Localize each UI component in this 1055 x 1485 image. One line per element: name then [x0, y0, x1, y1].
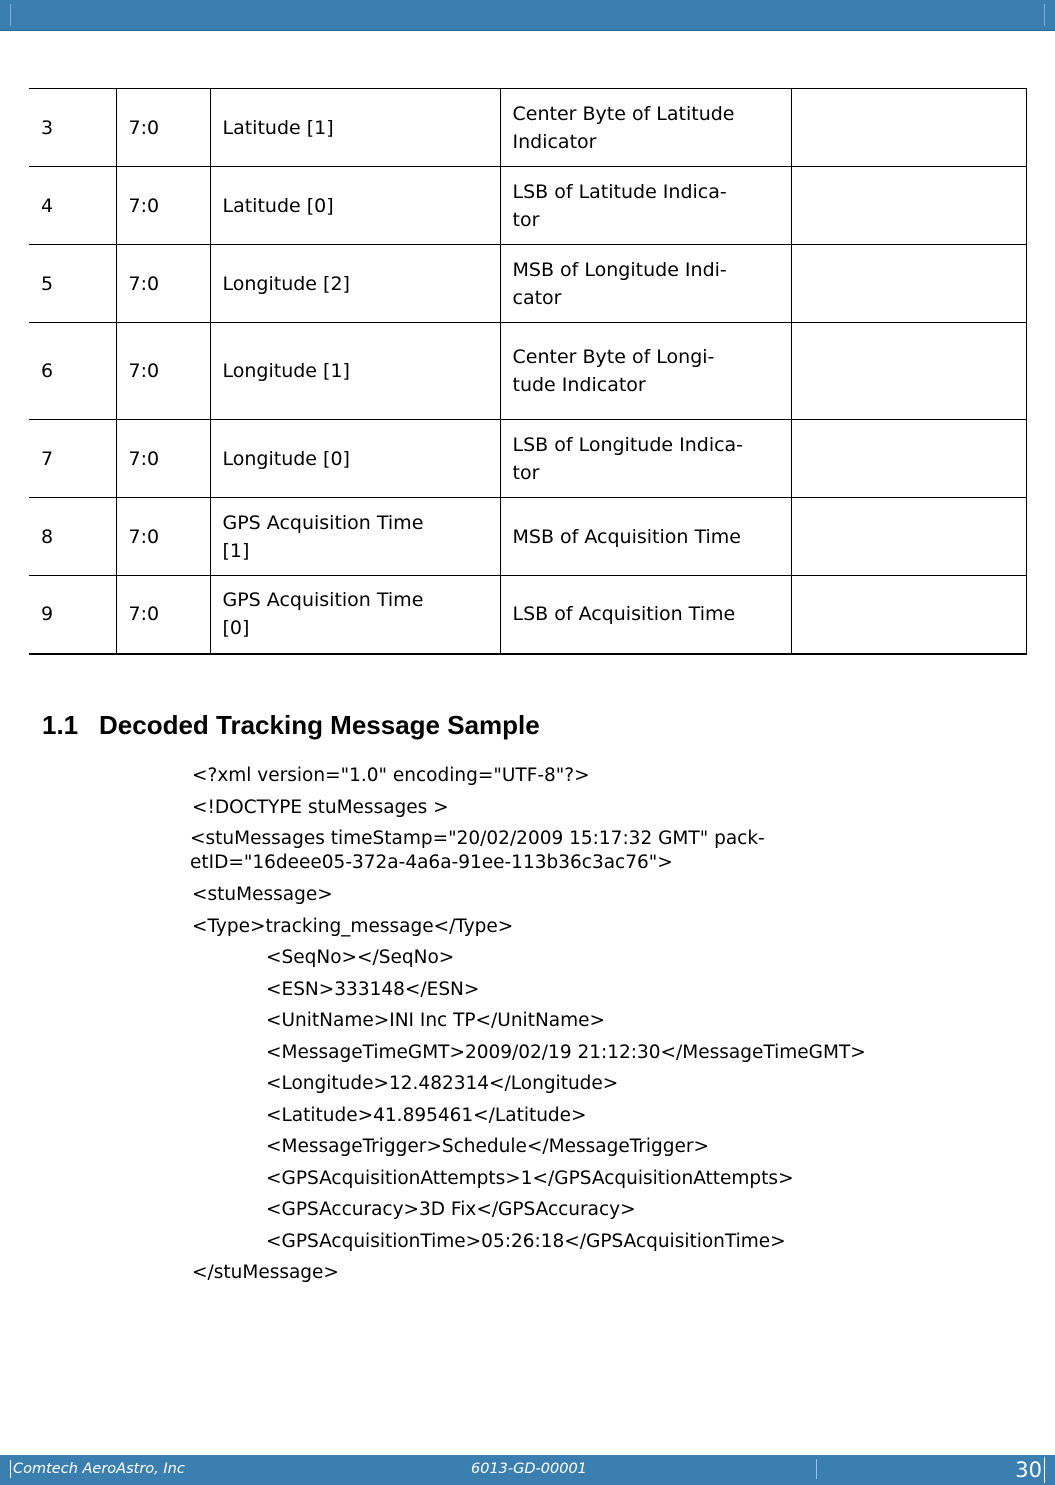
notes-cell: [791, 576, 1026, 654]
byte-cell: 3: [29, 89, 116, 167]
table-row: [29, 420, 1026, 498]
xml-line: <MessageTimeGMT>2009/02/19 21:12:30</MessageTimeGMT>: [266, 1041, 866, 1063]
xml-line: <ESN>333148</ESN>: [266, 978, 480, 1000]
xml-line: <MessageTrigger>Schedule</MessageTrigger>: [266, 1136, 710, 1157]
table-row: [29, 323, 1026, 420]
field-cell: Latitude [0]: [210, 167, 500, 245]
description-cell: LSB of Longitude Indica- tor: [500, 420, 791, 498]
notes-cell: [791, 323, 1026, 420]
notes-cell: [791, 420, 1026, 498]
bits-cell: 7:0: [116, 576, 210, 654]
notes-cell: [791, 89, 1026, 167]
notes-cell: [791, 245, 1026, 323]
description-cell: Center Byte of Longi- tude Indicator: [500, 323, 791, 420]
xml-line: <Type>tracking_message</Type>: [192, 915, 514, 937]
message-field-table: [29, 88, 1027, 655]
page-footer: [0, 1455, 1055, 1485]
section-heading: [42, 708, 540, 742]
bits-cell: 7:0: [116, 167, 210, 245]
bits-cell: 7:0: [116, 89, 210, 167]
bits-cell: 7:0: [116, 245, 210, 323]
xml-line: <Latitude>41.895461</Latitude>: [266, 1104, 587, 1126]
xml-line: <GPSAcquisitionTime>05:26:18</GPSAcquisitionTime>: [266, 1230, 786, 1252]
footer-doc-number: 6013-GD-00001: [471, 1461, 587, 1477]
field-cell: Latitude [1]: [210, 89, 500, 167]
table-row: [29, 498, 1026, 576]
byte-cell: 9: [29, 576, 116, 654]
xml-sample: [192, 760, 992, 1289]
byte-cell: 6: [29, 323, 116, 420]
byte-cell: 8: [29, 498, 116, 576]
field-cell: Longitude [1]: [210, 323, 500, 420]
xml-line: <Longitude>12.482314</Longitude>: [266, 1073, 619, 1094]
description-cell: MSB of Acquisition Time: [500, 498, 791, 576]
xml-line: <UnitName>INI Inc TP</UnitName>: [266, 1010, 606, 1031]
bits-cell: 7:0: [116, 420, 210, 498]
table-row: [29, 245, 1026, 323]
description-cell: Center Byte of Latitude Indicator: [500, 89, 791, 167]
field-cell: GPS Acquisition Time [0]: [210, 576, 500, 654]
header-band: [0, 0, 1055, 31]
description-cell: LSB of Acquisition Time: [500, 576, 791, 654]
xml-line: <stuMessages timeStamp="20/02/2009 15:17:32 GMT" pack- etID="16deee05-372a-4a6a-91ee-113b36c3ac76">: [190, 828, 765, 873]
byte-cell: 4: [29, 167, 116, 245]
xml-line: <GPSAccuracy>3D Fix</GPSAccuracy>: [266, 1199, 636, 1220]
table-row: [29, 576, 1026, 654]
field-cell: Longitude [0]: [210, 420, 500, 498]
footer-divider: [816, 1459, 817, 1479]
xml-line: <?xml version="1.0" encoding="UTF-8"?>: [192, 765, 590, 786]
section-title: Decoded Tracking Message Sample: [99, 710, 540, 740]
description-cell: LSB of Latitude Indica- tor: [500, 167, 791, 245]
xml-line: <!DOCTYPE stuMessages >: [192, 796, 449, 818]
description-cell: MSB of Longitude Indi- cator: [500, 245, 791, 323]
notes-cell: [791, 498, 1026, 576]
footer-company: Comtech AeroAstro, Inc: [10, 1460, 185, 1478]
xml-line: <SeqNo></SeqNo>: [266, 947, 455, 968]
notes-cell: [791, 167, 1026, 245]
table-row: [29, 89, 1026, 167]
field-cell: GPS Acquisition Time [1]: [210, 498, 500, 576]
xml-line: <GPSAcquisitionAttempts>1</GPSAcquisitionAttempts>: [266, 1167, 794, 1189]
xml-line: </stuMessage>: [192, 1262, 339, 1283]
xml-line: <stuMessage>: [192, 884, 333, 905]
section-number: 1.1: [42, 710, 79, 740]
bits-cell: 7:0: [116, 498, 210, 576]
byte-cell: 5: [29, 245, 116, 323]
field-cell: Longitude [2]: [210, 245, 500, 323]
table-row: [29, 167, 1026, 245]
footer-page-number: 30: [1015, 1457, 1045, 1483]
byte-cell: 7: [29, 420, 116, 498]
bits-cell: 7:0: [116, 323, 210, 420]
